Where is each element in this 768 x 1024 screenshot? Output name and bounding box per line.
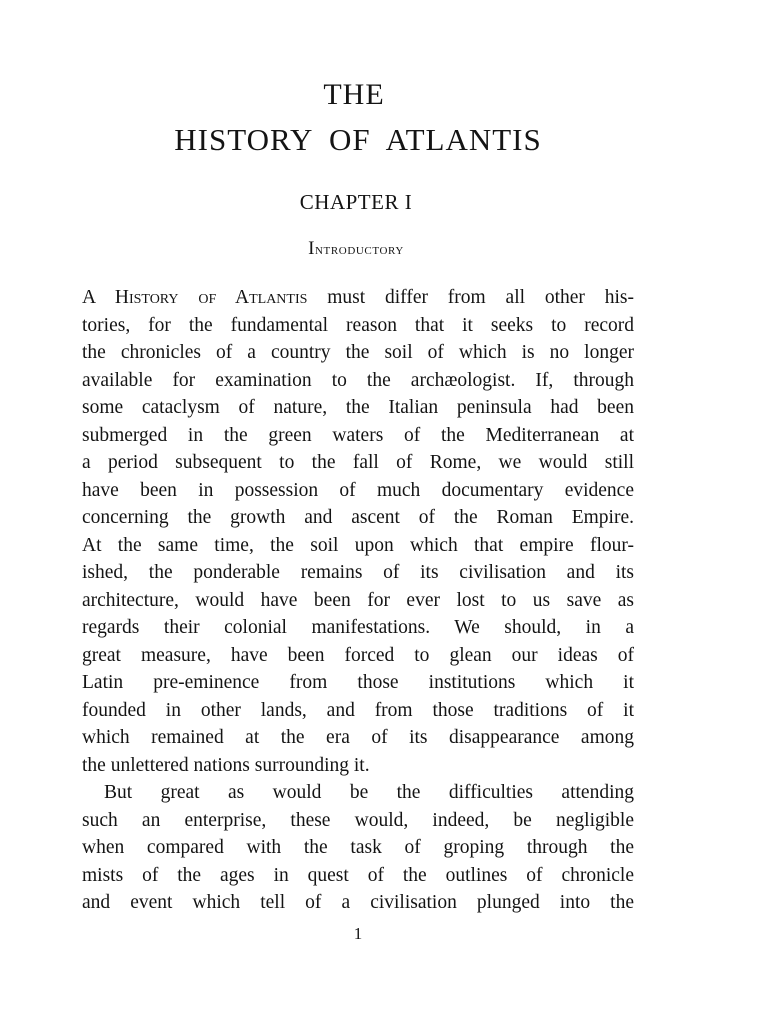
text-line: and event which tell of a civilisation plunged into the [82,892,634,913]
text-line-1-1 [82,284,634,312]
text-line: the chronicles of a country the soil of which is no longer [82,342,634,363]
lead-small-caps-phrase [115,287,308,308]
chapter-subheading [0,238,740,260]
lead-istory: istory [128,287,179,308]
text-line: mists of the ages in quest of the outlines of chronicle [82,864,634,886]
lead-h-initial: H [114,287,129,308]
text-line: Latin pre-eminence from those institutions which it [82,672,634,693]
chapter-heading: CHAPTER I [299,190,413,214]
paragraph-1 [82,284,634,779]
text-line: architecture, would have been for ever lost to us save as [82,589,634,611]
chapter-subheading-initial: I [308,238,315,259]
book-title-line-1: THE [323,78,385,111]
text-line: when compared with the task of groping through the [82,837,634,858]
page-number: 1 [353,924,363,943]
lead-of: of [178,287,235,308]
line-1-rest: must differ from all other his- [307,287,635,308]
book-title-line-2: HISTORY OF ATLANTIS [174,122,542,157]
text-line: which remained at the era of its disappearance among [82,727,634,748]
lead-a: A [82,287,96,308]
text-line: But great as would be the difficulties attending [104,782,634,803]
text-line: have been in possession of much documentary evidence [82,479,634,501]
text-line: great measure, have been forced to glean our ideas of [82,644,634,666]
body-text [82,284,634,917]
text-line: tories, for the fundamental reason that it seeks to record [82,314,634,336]
text-line: some cataclysm of nature, the Italian peninsula had been [82,397,634,418]
text-line: available for examination to the archæologist. If, through [82,369,634,391]
chapter-subheading-rest: ntroductory [315,241,404,258]
text-line: such an enterprise, these would, indeed, be negligible [82,809,634,831]
text-line: At the same time, the soil upon which that empire flour- [82,534,634,556]
text-line: regards their colonial manifestations. We should, in a [82,617,634,638]
text-line: founded in other lands, and from those traditions of it [82,699,634,721]
lead-tlantis: tlantis [249,287,308,308]
lead-a2-initial: A [235,287,250,308]
text-line: submerged in the green waters of the Mediterranean at [82,424,634,446]
text-line: the unlettered nations surrounding it. [82,754,370,776]
text-line: ished, the ponderable remains of its civilisation and its [82,562,634,583]
text-line: a period subsequent to the fall of Rome, we would still [82,452,634,473]
paragraph-2 [82,779,634,917]
text-line: concerning the growth and ascent of the Roman Empire. [82,507,634,528]
